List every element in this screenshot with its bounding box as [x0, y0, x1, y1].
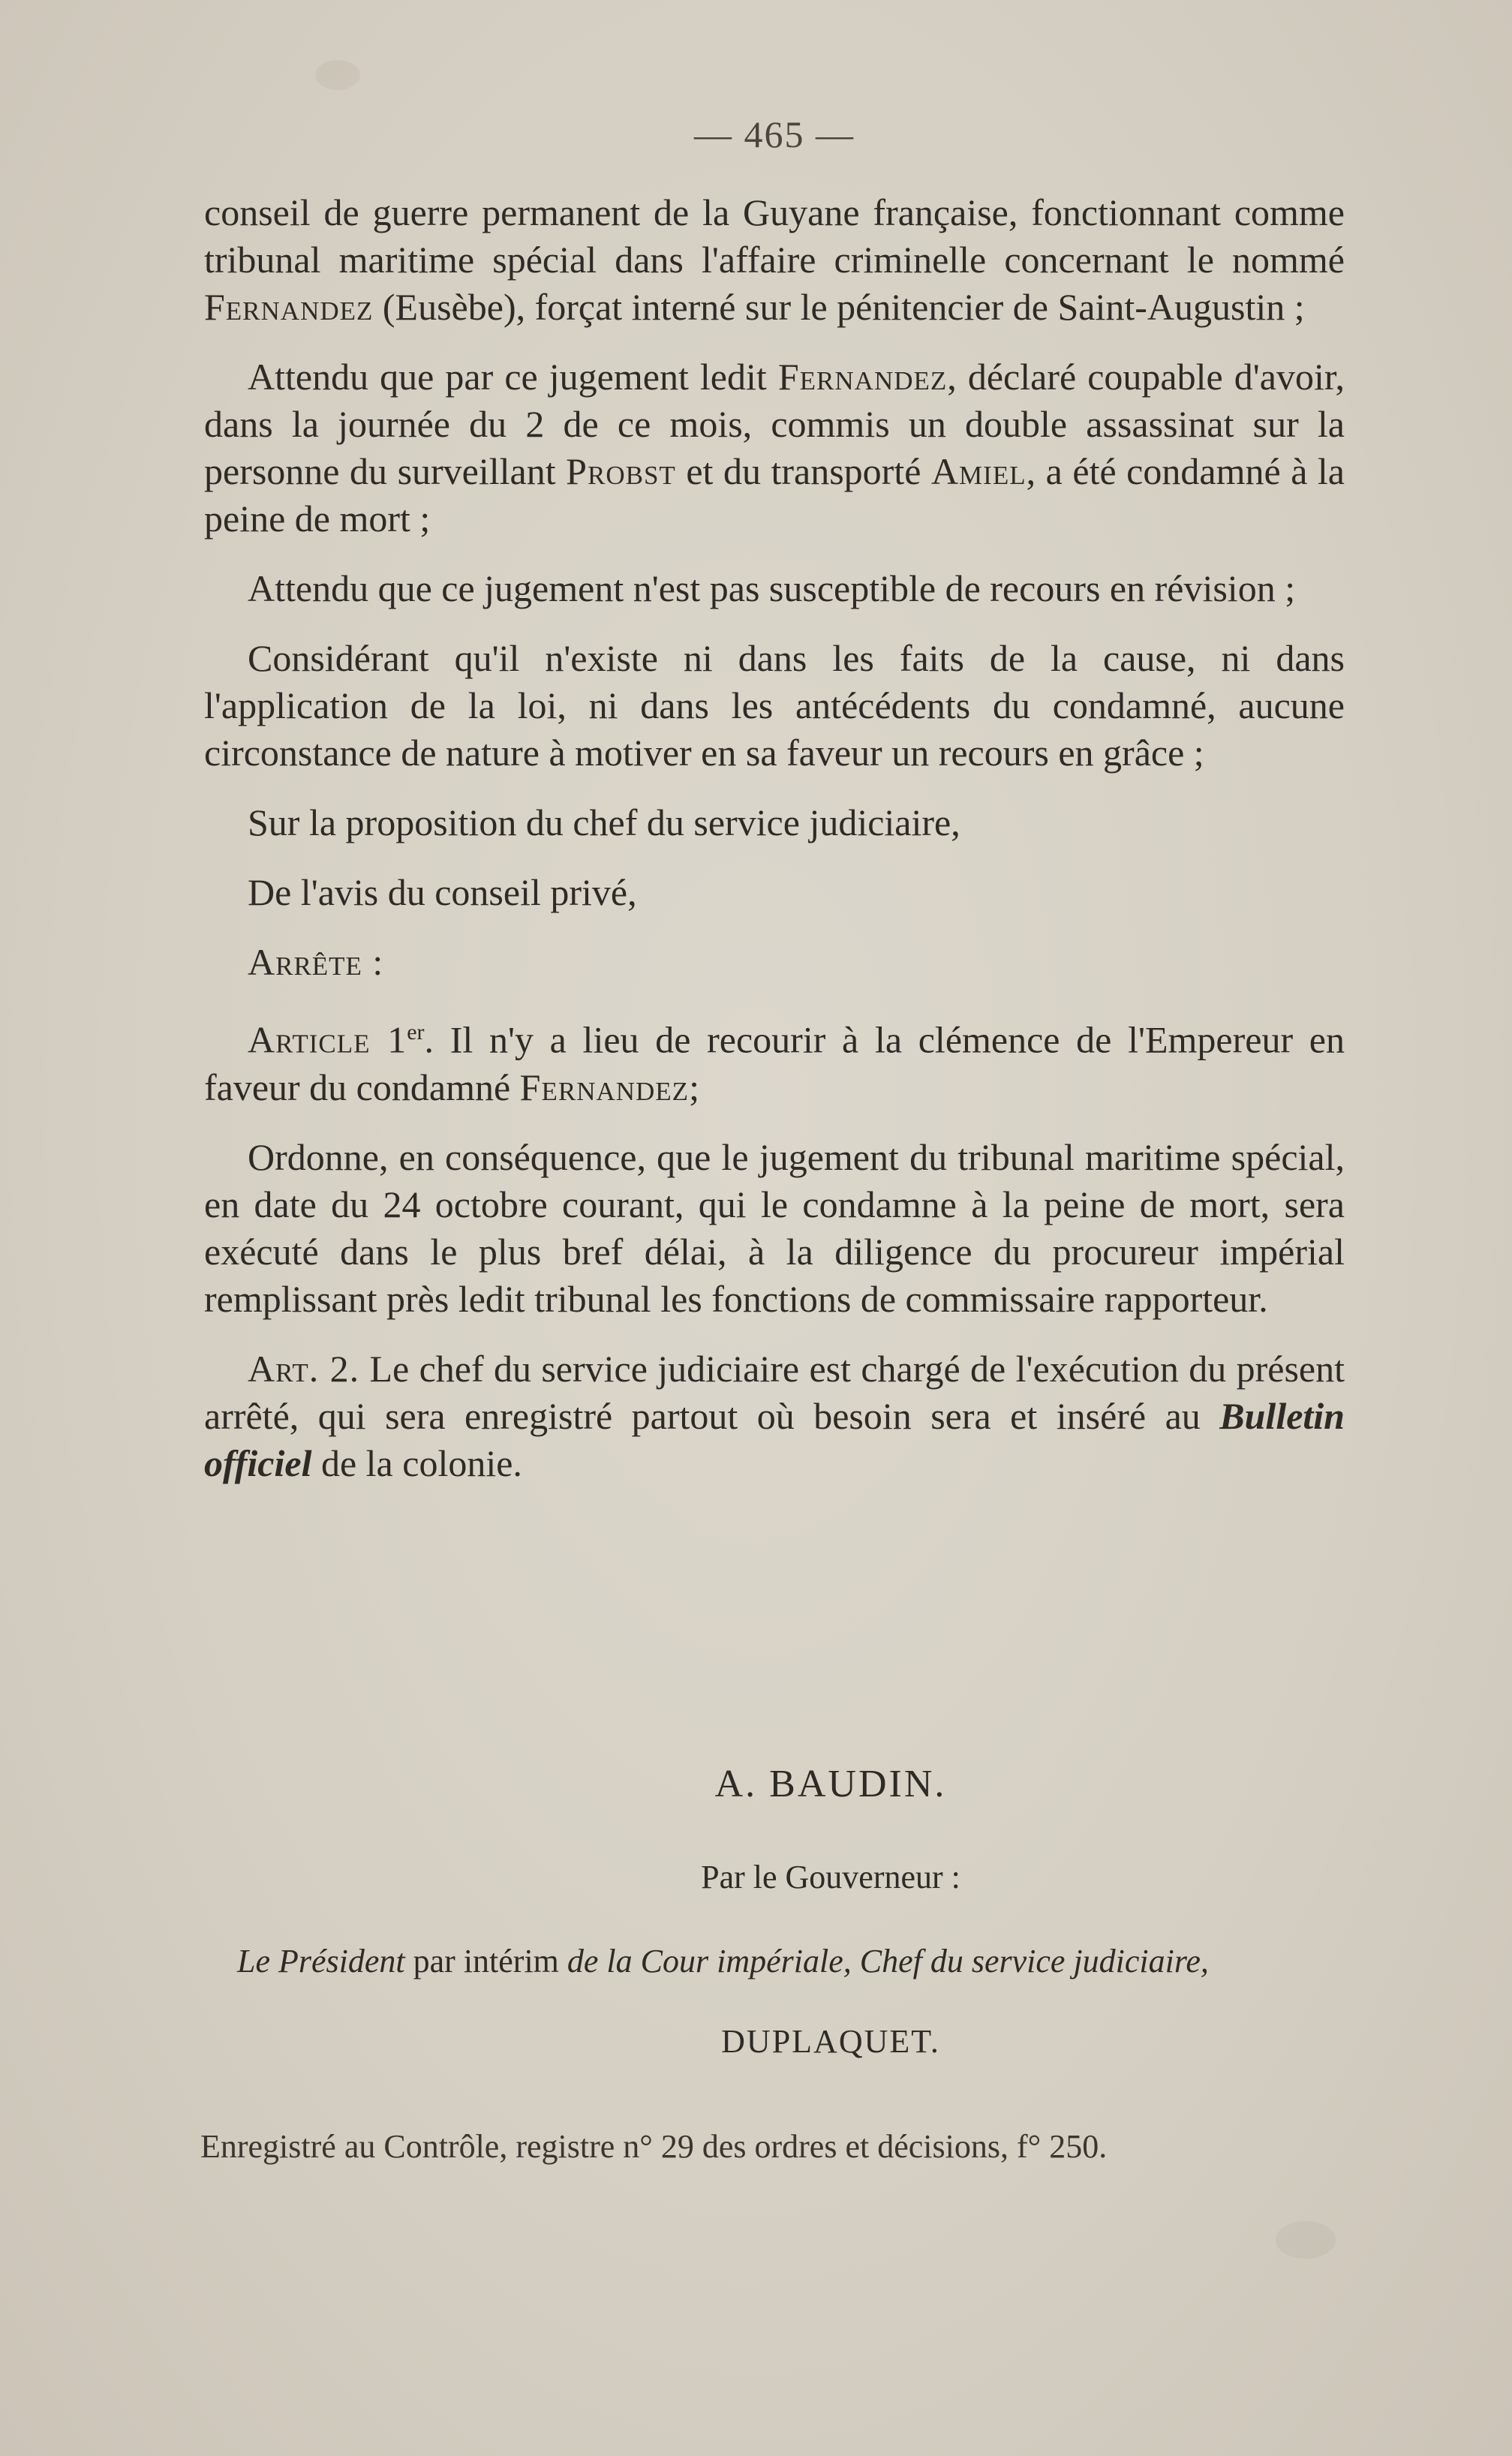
- paper-stain: [1276, 2221, 1336, 2259]
- text-span: par intérim: [404, 1943, 567, 1980]
- text-span: Le chef du service judiciaire est chargé de l'exécution du présent arrêté, qui sera enregistré partout où besoin sera et inséré au: [204, 1347, 1345, 1437]
- text-span: , a été condamné à la peine de mort ;: [204, 450, 1345, 540]
- person-name: Amiel: [930, 450, 1027, 492]
- paragraph-considerant: Considérant qu'il n'existe ni dans les faits de la cause, ni dans l'application de la loi, ni dans les antécédents du condamné, aucune circonstance de nature à motiver en sa faveur un recours en grâce ;: [204, 637, 1345, 774]
- article-label: Art. 2.: [248, 1347, 360, 1390]
- text-span: de la colonie.: [311, 1441, 522, 1484]
- paragraph-attendu-2: Attendu que ce jugement n'est pas susceptible de recours en révision ;: [248, 567, 1296, 609]
- text-span: . Il n'y a lieu de recourir à la clémence de l'Empereur en faveur du condamné: [204, 1018, 1345, 1108]
- paragraph-article-2: [204, 1345, 1345, 1487]
- text-span: de la Cour impériale, Chef du service judiciaire,: [567, 1943, 1209, 1980]
- text-span: Attendu que par ce jugement ledit: [248, 356, 778, 398]
- registration-note: Enregistré au Contrôle, registre n° 29 des ordres et décisions, f° 250.: [200, 2128, 1108, 2165]
- article-superscript: er: [407, 1020, 425, 1045]
- person-name: Probst: [566, 450, 676, 492]
- paper-stain: [315, 60, 360, 90]
- by-governor-line: Par le Gouverneur :: [701, 1859, 960, 1895]
- text-span: ;: [689, 1066, 699, 1108]
- paragraph-avis: De l'avis du conseil privé,: [248, 871, 637, 913]
- page-number: — 465 —: [694, 113, 855, 155]
- person-name: Fernandez: [519, 1066, 690, 1108]
- person-name: Fernandez: [777, 356, 948, 398]
- text-span: conseil de guerre permanent de la Guyane française, fonctionnant comme tribunal maritime spécial dans l'affaire criminelle concernant le nommé: [204, 191, 1345, 281]
- president-role-line: [237, 1942, 1378, 1980]
- paragraph-attendu-1: [204, 353, 1345, 543]
- article-label: Article 1: [248, 1018, 407, 1061]
- paragraph-article-1: [204, 1009, 1345, 1111]
- paragraph-arrete: Arrête :: [248, 941, 384, 983]
- paragraph-ordonne: Ordonne, en conséquence, que le jugement du tribunal maritime spécial, en date du 24 octobre courant, qui le condamne à la peine de mort, sera exécuté dans le plus bref délai, à la diligence du procureur impérial remplissant près ledit tribunal les fonctions de commissaire rapporteur.: [204, 1135, 1345, 1320]
- text-span: et du transporté: [675, 450, 931, 492]
- person-name: Fernandez: [204, 286, 374, 328]
- signatory-name: A. BAUDIN.: [714, 1763, 947, 1805]
- text-span: Le Président: [237, 1943, 405, 1980]
- paragraph-proposition: Sur la proposition du chef du service judiciaire,: [248, 801, 960, 843]
- paragraph-preamble: [204, 189, 1345, 331]
- bulletin-title: Bulletin officiel: [204, 1394, 1345, 1484]
- text-span: , déclaré coupable d'avoir, dans la journée du 2 de ce mois, commis un double assassinat sur la personne du surveillant: [204, 356, 1345, 492]
- second-signatory-name: DUPLAQUET.: [721, 2023, 940, 2060]
- text-span: (Eusèbe), forçat interné sur le pénitencier de Saint-Augustin ;: [373, 286, 1305, 328]
- decree-body: [204, 189, 1345, 1510]
